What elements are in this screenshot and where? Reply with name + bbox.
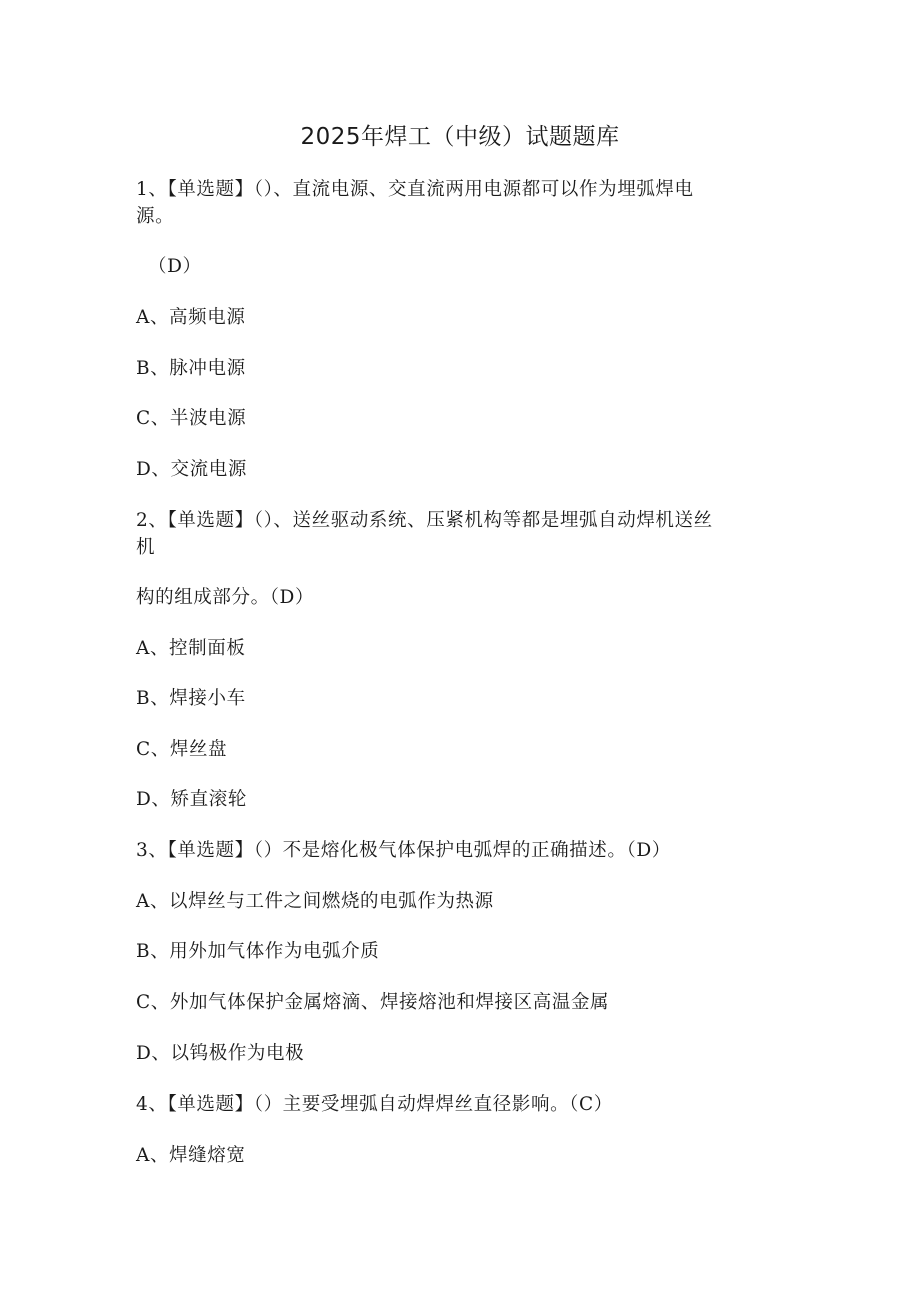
q2-stem-line2: 机 xyxy=(136,537,156,558)
q2-stem-line1: 2、【单选题】（）、送丝驱动系统、压紧机构等都是埋弧自动焊机送丝 xyxy=(136,510,713,531)
q3-stem: 3、【单选题】（）不是熔化极气体保护电弧焊的正确描述。（D） xyxy=(136,840,671,861)
q1-option-b: B、脉冲电源 xyxy=(136,358,246,379)
q2-option-b: B、焊接小车 xyxy=(136,688,246,709)
q1-option-d: D、交流电源 xyxy=(136,459,247,480)
document-title: 2025年焊工（中级）试题题库 xyxy=(300,124,620,150)
q4-option-a: A、焊缝熔宽 xyxy=(136,1145,246,1166)
q3-option-a: A、以焊丝与工件之间燃烧的电弧作为热源 xyxy=(136,891,494,912)
q2-stem-line3: 构的组成部分。（D） xyxy=(136,587,315,608)
q2-option-d: D、矫直滚轮 xyxy=(136,789,247,810)
q1-stem-line1: 1、【单选题】（）、直流电源、交直流两用电源都可以作为埋弧焊电 xyxy=(136,179,694,200)
q2-option-a: A、控制面板 xyxy=(136,638,246,659)
q3-option-c: C、外加气体保护金属熔滴、焊接熔池和焊接区高温金属 xyxy=(136,992,610,1013)
q1-stem-line2: 源。 xyxy=(136,206,175,227)
q1-option-c: C、半波电源 xyxy=(136,408,247,429)
q4-stem: 4、【单选题】（）主要受埋弧自动焊焊丝直径影响。（C） xyxy=(136,1094,613,1115)
q2-option-c: C、焊丝盘 xyxy=(136,739,228,760)
q1-option-a: A、高频电源 xyxy=(136,307,246,328)
q1-answer: （D） xyxy=(148,256,202,277)
q3-option-d: D、以钨极作为电极 xyxy=(136,1043,305,1064)
q3-option-b: B、用外加气体作为电弧介质 xyxy=(136,941,380,962)
